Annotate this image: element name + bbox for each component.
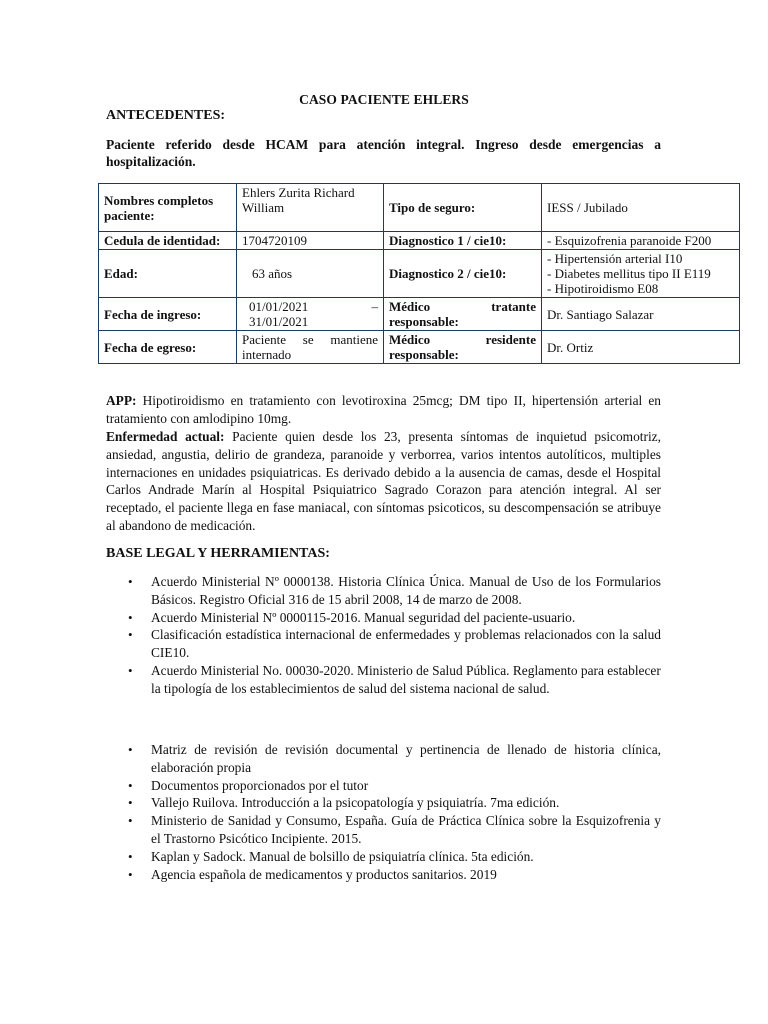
table-value-cell [542, 184, 740, 232]
app-text: Hipotiroidismo en tratamiento con levotiroxina 25mcg; DM tipo II, hipertensión arterial en tratamiento con amlodipino 10mg. [106, 393, 661, 426]
table-label-cell [99, 298, 237, 331]
age-value: 63 años [252, 266, 293, 281]
bullet-icon: • [128, 795, 133, 811]
bullet-icon: • [128, 848, 133, 864]
table-label-cell [384, 250, 542, 298]
base-legal-heading: BASE LEGAL Y HERRAMIENTAS: [106, 546, 330, 561]
bullet-icon: • [128, 813, 133, 829]
list-item-text: Acuerdo Ministerial Nº 0000138. Historia Clínica Única. Manual de Uso de los Formularios Básicos. Registro Oficial 316 de 15 abril 2008, 14 de marzo de 2008. [151, 574, 661, 607]
insurance-value: IESS / Jubilado [547, 200, 628, 215]
bullet-icon: • [128, 609, 133, 625]
table-label-cell [384, 184, 542, 232]
table-value-cell [542, 331, 740, 364]
antecedentes-heading: ANTECEDENTES: [106, 108, 226, 123]
app-label: APP: [106, 393, 137, 408]
bullet-icon: • [128, 777, 133, 793]
diagnosis2-line: - Hipotiroidismo E08 [547, 281, 659, 296]
app-paragraph [106, 392, 661, 428]
table-label-cell [384, 232, 542, 250]
list-item [106, 573, 661, 609]
treating-doctor-label: Médico tratante responsable: [389, 299, 536, 329]
full-name-label: Nombres completos paciente: [104, 192, 214, 223]
table-label-cell [99, 331, 237, 364]
bullet-icon: • [128, 742, 133, 757]
table-value-cell [237, 184, 384, 232]
list-item-text: Acuerdo Ministerial No. 00030-2020. Ministerio de Salud Pública. Reglamento para establecer la tipología de los establecimientos de salud del sistema nacional de salud. [151, 662, 661, 696]
list-item-text: Matriz de revisión de revisión documental y pertinencia de llenado de historia clínica, elaboración propia [151, 742, 661, 775]
diagnosis2-label: Diagnostico 2 / cie10: [389, 266, 507, 281]
list-item [106, 866, 661, 884]
admission-date-label: Fecha de ingreso: [104, 306, 202, 322]
full-name-value: Ehlers Zurita Richard William [242, 185, 355, 215]
list-item-text: Clasificación estadística internacional de enfermedades y problemas relacionados con la salud CIE10. [151, 627, 661, 661]
table-value-cell [542, 298, 740, 331]
diagnosis2-line: - Diabetes mellitus tipo II E119 [547, 266, 711, 281]
list-item [106, 812, 661, 848]
diagnosis1-label: Diagnostico 1 / cie10: [389, 233, 507, 248]
document-title: CASO PACIENTE EHLERS [299, 92, 469, 107]
insurance-label: Tipo de seguro: [389, 200, 476, 215]
table-row [99, 232, 740, 250]
resident-doctor-value: Dr. Ortiz [547, 339, 594, 355]
table-label-cell [99, 184, 237, 232]
list-item [106, 609, 661, 627]
list-item [106, 741, 661, 777]
table-value-cell [542, 232, 740, 250]
discharge-date-label: Fecha de egreso: [104, 339, 197, 355]
table-row [99, 184, 740, 232]
discharge-date-value: Paciente se mantiene internado [242, 332, 378, 362]
bullet-icon: • [128, 627, 133, 643]
list-item-text: Vallejo Ruilova. Introducción a la psicopatología y psiquiatría. 7ma edición. [151, 795, 560, 811]
diagnosis1-value: - Esquizofrenia paranoide F200 [547, 233, 712, 248]
table-label-cell [99, 232, 237, 250]
list-item-text: Documentos proporcionados por el tutor [151, 777, 369, 793]
bullet-icon: • [128, 574, 133, 589]
id-value: 1704720109 [242, 233, 307, 248]
age-label: Edad: [104, 266, 138, 281]
list-item [106, 794, 661, 812]
table-row [99, 331, 740, 364]
resident-doctor-label: Médico residente responsable: [389, 332, 536, 362]
tools-references-list [106, 741, 661, 883]
list-item-text: Kaplan y Sadock. Manual de bolsillo de psiquiatría clínica. 5ta edición. [151, 848, 534, 864]
legal-references-list [106, 573, 661, 698]
enfermedad-actual-label: Enfermedad actual: [106, 429, 225, 444]
table-row [99, 250, 740, 298]
treating-doctor-value: Dr. Santiago Salazar [547, 306, 654, 322]
list-item-text: Ministerio de Sanidad y Consumo, España. Guía de Práctica Clínica sobre la Esquizofrenia y el Trastorno Psicótico Incipiente. 2015. [151, 813, 661, 846]
enfermedad-actual-paragraph [106, 428, 661, 535]
id-label: Cedula de identidad: [104, 233, 221, 248]
bullet-icon: • [128, 662, 133, 678]
intro-paragraph: Paciente referido desde HCAM para atención integral. Ingreso desde emergencias a hospitalización. [106, 137, 661, 169]
enfermedad-actual-text: Paciente quien desde los 23, presenta síntomas de inquietud psicomotriz, ansiedad, angustia, delirio de grandeza, paranoide y verborrea, varios intentos autolíticos, multiples internaciones en unidades psiquiatricas. Es derivado debido a la ausencia de camas, desde el Hospital Carlos Andrade Marín al Hospital Psiquiatrico Sagrado Corazon para atención integral. Al ser receptado, el paciente llega en fase maniacal, con síntomas psicoticos, su descompensación se atribuye al abandono de medicación. [106, 429, 661, 533]
list-item [106, 848, 661, 866]
list-item [106, 662, 661, 698]
diagnosis2-line: - Hipertensión arterial I10 [547, 251, 683, 266]
patient-info-table [98, 183, 740, 364]
table-value-cell [237, 232, 384, 250]
table-label-cell [99, 250, 237, 298]
bullet-icon: • [128, 866, 133, 882]
table-row [99, 298, 740, 331]
table-value-cell [237, 250, 384, 298]
table-label-cell [384, 331, 542, 364]
list-item-text: Agencia española de medicamentos y productos sanitarios. 2019 [151, 866, 497, 882]
list-item [106, 626, 661, 662]
list-item-text: Acuerdo Ministerial Nº 0000115-2016. Manual seguridad del paciente-usuario. [151, 609, 576, 625]
admission-date-value: 01/01/2021 – 31/01/2021 [249, 299, 378, 329]
table-label-cell [384, 298, 542, 331]
list-item [106, 777, 661, 795]
table-value-cell [237, 331, 384, 364]
table-value-cell [542, 250, 740, 298]
table-value-cell [237, 298, 384, 331]
